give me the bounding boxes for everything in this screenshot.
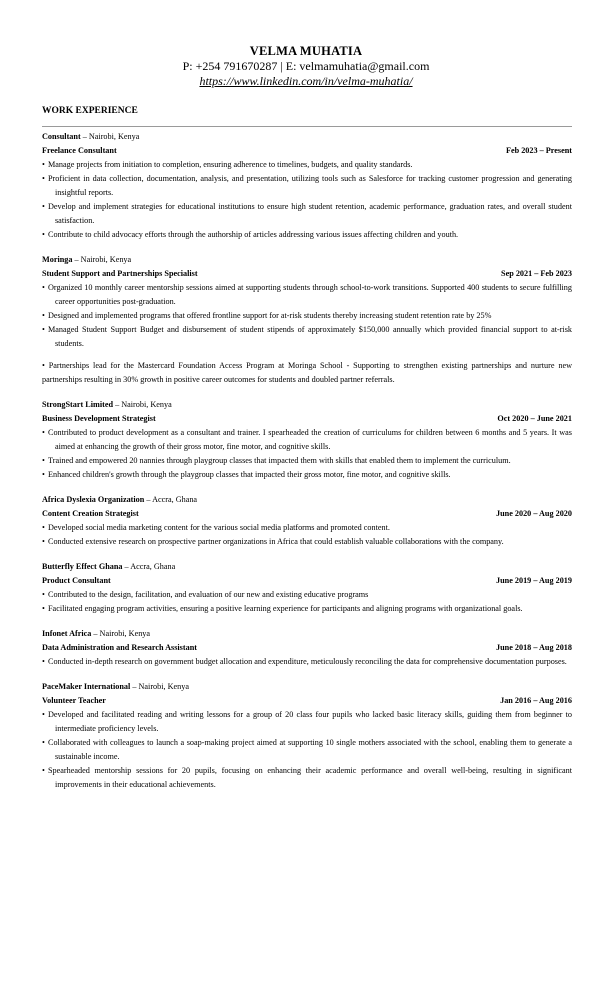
job-entry (42, 398, 572, 482)
linkedin-link[interactable]: https://www.linkedin.com/in/velma-muhatia/ (199, 74, 413, 88)
job-dates: June 2019 – Aug 2019 (496, 576, 572, 585)
job-title: Student Support and Partnerships Specialist (42, 269, 198, 278)
job-bullet (42, 281, 572, 309)
job-bullet-text: Contributed to the design, facilitation, and evaluation of our new and existing educative programs (48, 590, 369, 599)
job-organization: Butterfly Effect Ghana (42, 562, 123, 571)
job-location: – Nairobi, Kenya (91, 629, 151, 638)
bullet-dot-icon: • (42, 361, 49, 370)
section-divider (42, 126, 572, 127)
job-org-line (42, 627, 572, 641)
bullet-dot-icon: • (42, 202, 45, 211)
resume-header (0, 0, 612, 89)
job-location: – Nairobi, Kenya (80, 132, 140, 141)
job-bullet (42, 309, 572, 323)
job-dates: June 2020 – Aug 2020 (496, 509, 572, 518)
job-dates: Feb 2023 – Present (505, 146, 572, 155)
job-bullet (42, 158, 572, 172)
job-entry (42, 680, 572, 792)
job-bullet-text: Trained and empowered 20 nannies through playgroup classes that impacted them with skills that enabled them to implement the curriculum. (48, 456, 511, 465)
job-bullet-text: Facilitated engaging program activities, ensuring a positive learning experience for participants and aligning programs with organizational goals. (48, 604, 523, 613)
bullet-dot-icon: • (42, 470, 45, 479)
bullet-dot-icon: • (42, 174, 45, 183)
job-org-line (42, 680, 572, 694)
job-bullet (42, 764, 572, 792)
job-title: Business Development Strategist (42, 414, 156, 423)
job-bullet-text: Conducted extensive research on prospective partner organizations in Africa that could establish valuable collaborations with the company. (48, 537, 504, 546)
bullet-dot-icon: • (42, 766, 45, 775)
job-bullet (42, 228, 572, 242)
job-bullet-text: Organized 10 monthly career mentorship sessions aimed at supporting students through school-to-work transitions. Supported 400 students to secure fulfilling career opportunities post-graduation. (48, 283, 572, 306)
job-dates: June 2018 – Aug 2018 (496, 643, 572, 652)
job-bullet-text: Collaborated with colleagues to launch a soap-making project aimed at supporting 10 single mothers associated with the school, enabling them to generate a sustainable income. (48, 738, 572, 761)
job-organization: Moringa (42, 255, 73, 264)
job-bullet-text: Developed and facilitated reading and writing lessons for a group of 20 class four pupils who lacked basic literacy skills, guiding them from beginner to intermediate proficiency levels. (48, 710, 572, 733)
bullet-dot-icon: • (42, 710, 45, 719)
job-bullet (42, 426, 572, 454)
job-role-line (42, 507, 572, 521)
job-role-line (42, 641, 572, 655)
job-title: Content Creation Strategist (42, 509, 139, 518)
bullet-dot-icon: • (42, 230, 45, 239)
job-role-line (42, 412, 572, 426)
job-organization: StrongStart Limited (42, 400, 114, 409)
bullet-dot-icon: • (42, 604, 45, 613)
job-entry (42, 130, 572, 242)
job-bullet-text: Designed and implemented programs that offered frontline support for at-risk students thereby increasing student retention rate by 25% (48, 311, 492, 320)
job-bullet (42, 521, 572, 535)
job-role-line (42, 144, 572, 158)
job-bullet-text: Spearheaded mentorship sessions for 20 pupils, focusing on enhancing their academic performance and overall well-being, resulting in significant improvements in their educational achievements. (48, 766, 572, 789)
job-bullet (42, 708, 572, 736)
job-location: – Accra, Ghana (122, 562, 176, 571)
job-bullet-text: Develop and implement strategies for educational institutions to ensure high student retention, academic performance, graduation rates, and overall student satisfaction. (48, 202, 572, 225)
job-dates: Oct 2020 – June 2021 (497, 414, 572, 423)
job-entry (42, 493, 572, 549)
job-org-line (42, 560, 572, 574)
job-title: Volunteer Teacher (42, 696, 106, 705)
candidate-name: VELMA MUHATIA (249, 44, 363, 58)
job-org-line (42, 398, 572, 412)
bullet-dot-icon: • (42, 456, 45, 465)
job-bullet-text: Conducted in-depth research on government budget allocation and expenditure, meticulously reconciling the data for comprehensive documentation purposes. (48, 657, 567, 666)
job-entry (42, 253, 572, 387)
job-title: Freelance Consultant (42, 146, 117, 155)
bullet-dot-icon: • (42, 283, 45, 292)
bullet-dot-icon: • (42, 428, 45, 437)
job-entry (42, 627, 572, 669)
job-dates: Sep 2021 – Feb 2023 (501, 269, 572, 278)
job-location: – Nairobi, Kenya (72, 255, 132, 264)
job-extra-paragraph (42, 359, 572, 387)
job-dates: Jan 2016 – Aug 2016 (500, 696, 572, 705)
job-bullet (42, 736, 572, 764)
job-role-line (42, 694, 572, 708)
job-extra-text: Partnerships lead for the Mastercard Foundation Access Program at Moringa School - Supporting to strengthen existing partnerships and nurture new partnerships resulting in 30% growth in positive career outcomes for students and doubled partner referrals. (42, 361, 572, 384)
bullet-dot-icon: • (42, 160, 45, 169)
job-organization: Africa Dyslexia Organization (42, 495, 145, 504)
job-location: – Nairobi, Kenya (113, 400, 172, 409)
job-title: Product Consultant (42, 576, 111, 585)
job-bullet-text: Contributed to product development as a consultant and trainer. I spearheaded the creation of curriculums for children between 6 months and 5 years. It was aimed at enhancing the growth of their gross motor, fine motor, and cognitive skills. (48, 428, 572, 451)
job-bullet-text: Manage projects from initiation to completion, ensuring adherence to timelines, budgets, and quality standards. (48, 160, 413, 169)
work-experience-list (42, 130, 572, 803)
job-bullet-text: Developed social media marketing content for the various social media platforms and promoted content. (48, 523, 390, 532)
job-bullet (42, 454, 572, 468)
job-bullet (42, 172, 572, 200)
spacer (42, 351, 572, 359)
job-bullet-text: Contribute to child advocacy efforts through the authorship of articles addressing various issues affecting children and youth. (48, 230, 459, 239)
job-organization: PaceMaker International (42, 682, 131, 691)
job-role-line (42, 267, 572, 281)
bullet-dot-icon: • (42, 537, 45, 546)
job-role-line (42, 574, 572, 588)
job-org-line (42, 253, 572, 267)
bullet-dot-icon: • (42, 738, 45, 747)
bullet-dot-icon: • (42, 657, 45, 666)
bullet-dot-icon: • (42, 523, 45, 532)
job-bullet (42, 588, 572, 602)
job-location: – Nairobi, Kenya (130, 682, 189, 691)
job-bullet-text: Managed Student Support Budget and disbursement of student stipends of approximately $150,000 annually which provided financial support to at-risk students. (48, 325, 572, 348)
job-entry (42, 560, 572, 616)
section-title-work-experience: WORK EXPERIENCE (42, 106, 138, 116)
job-bullet-text: Enhanced children's growth through the playgroup classes that impacted their gross motor, fine motor, and cognitive skills. (48, 470, 451, 479)
bullet-dot-icon: • (42, 311, 45, 320)
job-location: – Accra, Ghana (144, 495, 198, 504)
job-bullet (42, 655, 572, 669)
job-bullet (42, 323, 572, 351)
contact-info: P: +254 791670287 | E: velmamuhatia@gmail.com (182, 59, 430, 73)
job-title: Data Administration and Research Assistant (42, 643, 197, 652)
job-org-line (42, 130, 572, 144)
job-bullet (42, 200, 572, 228)
job-bullet-text: Proficient in data collection, documentation, analysis, and presentation, utilizing tools such as Salesforce for tracking customer progression and generating insightful reports. (48, 174, 572, 197)
job-bullet (42, 602, 572, 616)
job-organization: Infonet Africa (42, 629, 92, 638)
job-bullet (42, 535, 572, 549)
job-organization: Consultant (42, 132, 81, 141)
bullet-dot-icon: • (42, 590, 45, 599)
bullet-dot-icon: • (42, 325, 45, 334)
job-bullet (42, 468, 572, 482)
job-org-line (42, 493, 572, 507)
